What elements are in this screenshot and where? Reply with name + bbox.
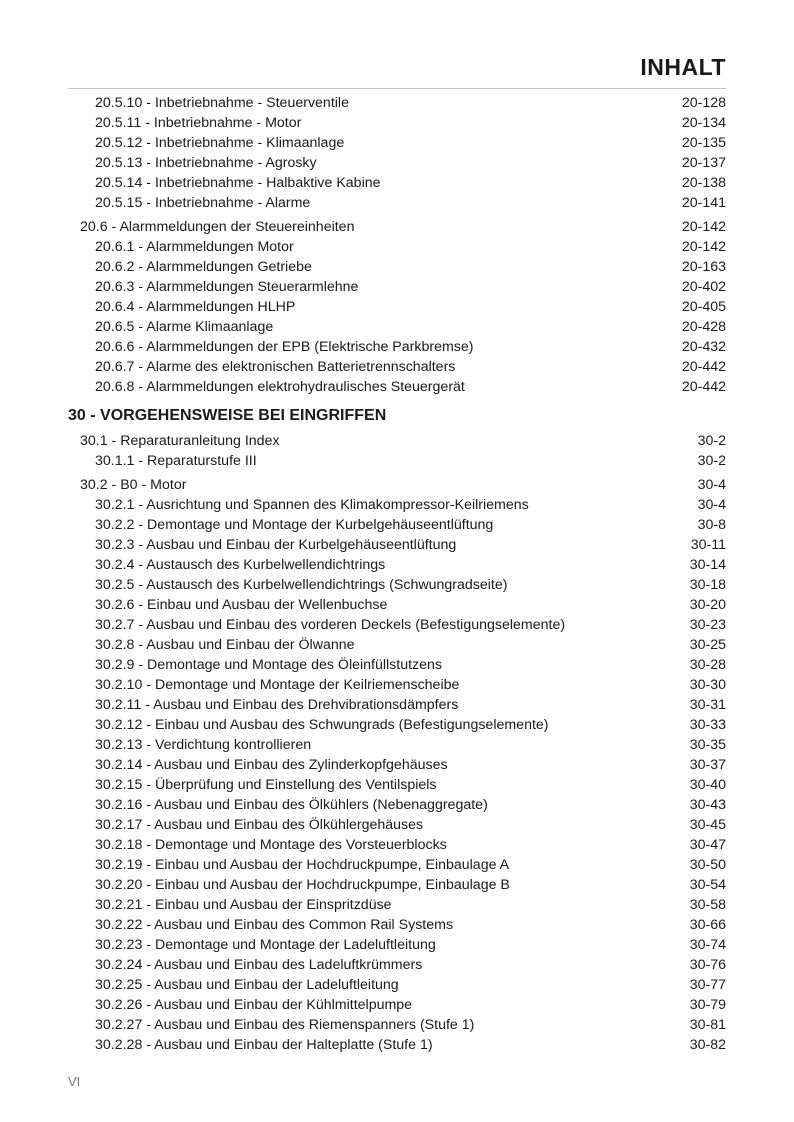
toc-entry-title: 30.2.14 - Ausbau und Einbau des Zylinderkopfgehäuses [95, 757, 448, 773]
toc-entry-title: 30.2.2 - Demontage und Montage der Kurbelgehäuseentlüftung [95, 517, 494, 533]
toc-entry-page: 20-428 [681, 319, 726, 335]
toc-entry [68, 431, 726, 451]
toc-entry-title: 20.6.4 - Alarmmeldungen HLHP [95, 299, 296, 315]
toc-entry-title: 30 - VORGEHENSWEISE BEI EINGRIFFEN [68, 407, 387, 424]
toc-entry [68, 277, 726, 297]
toc-entry-title: 30.2 - B0 - Motor [80, 477, 187, 493]
toc-entry-title: 20.5.15 - Inbetriebnahme - Alarme [95, 195, 311, 211]
toc-entry [68, 975, 726, 995]
toc-entry-title: 20.6.7 - Alarme des elektronischen Batterietrennschalters [95, 359, 456, 375]
toc-entry-title: 30.2.24 - Ausbau und Einbau des Ladeluftkrümmers [95, 957, 423, 973]
toc-entry [68, 915, 726, 935]
toc-entry [68, 495, 726, 515]
toc-entry-page: 20-141 [681, 195, 726, 211]
table-of-contents [68, 93, 726, 1055]
toc-entry-page: 20-134 [681, 115, 726, 131]
toc-entry-page: 20-138 [681, 175, 726, 191]
toc-entry [68, 835, 726, 855]
toc-entry-title: 30.2.19 - Einbau und Ausbau der Hochdruckpumpe, Einbaulage A [95, 857, 510, 873]
toc-entry-page: 30-30 [689, 677, 726, 693]
toc-entry-title: 30.2.4 - Austausch des Kurbelwellendichtrings [95, 557, 386, 573]
toc-entry-title: 30.2.1 - Ausrichtung und Spannen des Klimakompressor-Keilriemens [95, 497, 529, 513]
toc-entry-page: 30-23 [689, 617, 726, 633]
toc-entry-title: 30.2.6 - Einbau und Ausbau der Wellenbuchse [95, 597, 388, 613]
toc-entry-title: 20.6.5 - Alarme Klimaanlage [95, 319, 274, 335]
toc-entry [68, 451, 726, 471]
toc-entry-page: 20-402 [681, 279, 726, 295]
toc-entry [68, 193, 726, 213]
toc-entry-title: 30.2.8 - Ausbau und Einbau der Ölwanne [95, 637, 355, 653]
toc-entry-title: 30.2.5 - Austausch des Kurbelwellendichtrings (Schwungradseite) [95, 577, 508, 593]
toc-entry-title: 20.5.13 - Inbetriebnahme - Agrosky [95, 155, 317, 171]
toc-entry [68, 1035, 726, 1055]
toc-entry-page: 30-11 [690, 537, 726, 553]
toc-entry [68, 815, 726, 835]
toc-entry-page: 30-35 [689, 737, 726, 753]
toc-entry-page: 30-37 [689, 757, 726, 773]
toc-entry-page: 20-432 [681, 339, 726, 355]
toc-entry-page: 30-2 [697, 453, 726, 469]
toc-entry-page: 30-82 [689, 1037, 726, 1053]
toc-entry-page: 20-142 [681, 239, 726, 255]
toc-entry-title: 20.6 - Alarmmeldungen der Steuereinheiten [80, 219, 355, 235]
toc-entry-page: 30-58 [689, 897, 726, 913]
toc-entry-title: 30.2.21 - Einbau und Ausbau der Einspritzdüse [95, 897, 392, 913]
toc-entry-page: 20-163 [681, 259, 726, 275]
toc-entry [68, 675, 726, 695]
toc-entry-page: 30-76 [689, 957, 726, 973]
toc-entry-page: 30-25 [689, 637, 726, 653]
toc-entry-page: 30-31 [689, 697, 726, 713]
toc-entry [68, 93, 726, 113]
page-number: VI [68, 1074, 81, 1089]
toc-entry-title: 30.2.3 - Ausbau und Einbau der Kurbelgehäuseentlüftung [95, 537, 457, 553]
toc-entry-page: 30-77 [689, 977, 726, 993]
toc-entry-title: 30.1 - Reparaturanleitung Index [80, 433, 280, 449]
toc-entry-page: 30-45 [689, 817, 726, 833]
toc-entry [68, 297, 726, 317]
toc-entry [68, 595, 726, 615]
toc-entry [68, 955, 726, 975]
toc-entry [68, 715, 726, 735]
toc-entry [68, 555, 726, 575]
toc-entry-page: 20-128 [681, 95, 726, 111]
toc-entry-title: 20.6.8 - Alarmmeldungen elektrohydraulisches Steuergerät [95, 379, 465, 395]
toc-section-heading [68, 403, 726, 429]
toc-entry [68, 695, 726, 715]
toc-entry-page: 30-2 [697, 433, 726, 449]
toc-entry-page: 30-54 [689, 877, 726, 893]
toc-entry [68, 855, 726, 875]
toc-entry-page: 30-4 [697, 477, 726, 493]
toc-entry-page: 20-142 [681, 219, 726, 235]
toc-entry [68, 217, 726, 237]
toc-entry [68, 1015, 726, 1035]
toc-entry [68, 875, 726, 895]
toc-entry-page: 30-47 [689, 837, 726, 853]
toc-entry [68, 935, 726, 955]
toc-entry-page: 30-43 [689, 797, 726, 813]
toc-entry-title: 30.2.18 - Demontage und Montage des Vorsteuerblocks [95, 837, 447, 853]
toc-entry-title: 30.2.16 - Ausbau und Einbau des Ölkühlers (Nebenaggregate) [95, 797, 488, 813]
toc-entry [68, 317, 726, 337]
toc-entry-title: 30.2.23 - Demontage und Montage der Ladeluftleitung [95, 937, 436, 953]
toc-entry-title: 30.2.20 - Einbau und Ausbau der Hochdruckpumpe, Einbaulage B [95, 877, 510, 893]
toc-entry [68, 895, 726, 915]
toc-entry [68, 795, 726, 815]
toc-entry-page: 30-66 [689, 917, 726, 933]
toc-entry [68, 635, 726, 655]
toc-entry-page: 20-137 [681, 155, 726, 171]
toc-entry [68, 535, 726, 555]
toc-entry-title: 30.2.22 - Ausbau und Einbau des Common Rail Systems [95, 917, 454, 933]
toc-entry-page: 30-74 [689, 937, 726, 953]
toc-entry-title: 30.2.26 - Ausbau und Einbau der Kühlmittelpumpe [95, 997, 413, 1013]
toc-entry-title: 30.2.10 - Demontage und Montage der Keilriemenscheibe [95, 677, 460, 693]
toc-entry [68, 735, 726, 755]
toc-entry-title: 20.5.11 - Inbetriebnahme - Motor [95, 115, 302, 131]
toc-entry [68, 257, 726, 277]
toc-entry-page: 20-135 [681, 135, 726, 151]
toc-entry-title: 20.6.3 - Alarmmeldungen Steuerarmlehne [95, 279, 359, 295]
toc-entry [68, 655, 726, 675]
toc-entry-page: 30-28 [689, 657, 726, 673]
toc-entry-title: 20.6.1 - Alarmmeldungen Motor [95, 239, 294, 255]
toc-entry [68, 237, 726, 257]
toc-entry-title: 30.2.28 - Ausbau und Einbau der Halteplatte (Stufe 1) [95, 1037, 433, 1053]
toc-entry [68, 337, 726, 357]
toc-entry-title: 30.2.27 - Ausbau und Einbau des Riemenspanners (Stufe 1) [95, 1017, 475, 1033]
toc-entry [68, 173, 726, 193]
toc-entry [68, 995, 726, 1015]
toc-entry [68, 357, 726, 377]
toc-entry-title: 20.5.14 - Inbetriebnahme - Halbaktive Kabine [95, 175, 381, 191]
toc-entry-title: 20.6.6 - Alarmmeldungen der EPB (Elektrische Parkbremse) [95, 339, 474, 355]
toc-entry-page: 30-4 [697, 497, 726, 513]
toc-entry-page: 20-405 [681, 299, 726, 315]
toc-entry-page: 20-442 [681, 359, 726, 375]
toc-entry-page: 20-442 [681, 379, 726, 395]
toc-entry-title: 30.2.25 - Ausbau und Einbau der Ladeluftleitung [95, 977, 399, 993]
toc-entry-page: 30-79 [689, 997, 726, 1013]
toc-entry-title: 30.2.15 - Überprüfung und Einstellung des Ventilspiels [95, 777, 437, 793]
toc-entry-page: 30-40 [689, 777, 726, 793]
header-divider [68, 88, 726, 89]
toc-entry-title: 20.5.10 - Inbetriebnahme - Steuerventile [95, 95, 349, 111]
toc-entry-title: 30.2.7 - Ausbau und Einbau des vorderen Deckels (Befestigungselemente) [95, 617, 566, 633]
toc-entry [68, 575, 726, 595]
toc-entry [68, 755, 726, 775]
toc-entry [68, 475, 726, 495]
toc-entry [68, 153, 726, 173]
toc-entry-page: 30-81 [689, 1017, 726, 1033]
toc-entry [68, 615, 726, 635]
toc-entry-page: 30-33 [689, 717, 726, 733]
toc-entry [68, 377, 726, 397]
toc-entry-page: 30-8 [697, 517, 726, 533]
toc-entry-title: 20.6.2 - Alarmmeldungen Getriebe [95, 259, 312, 275]
toc-entry-page: 30-14 [689, 557, 726, 573]
toc-entry [68, 133, 726, 153]
toc-entry-title: 30.2.12 - Einbau und Ausbau des Schwungrads (Befestigungselemente) [95, 717, 549, 733]
toc-entry-title: 30.2.9 - Demontage und Montage des Öleinfüllstutzens [95, 657, 443, 673]
toc-entry-title: 30.2.17 - Ausbau und Einbau des Ölkühlergehäuses [95, 817, 424, 833]
toc-entry-title: 30.1.1 - Reparaturstufe III [95, 453, 257, 469]
toc-entry-title: 30.2.11 - Ausbau und Einbau des Drehvibrationsdämpfers [95, 697, 459, 713]
toc-entry-title: 30.2.13 - Verdichtung kontrollieren [95, 737, 312, 753]
toc-entry [68, 775, 726, 795]
toc-entry-title: 20.5.12 - Inbetriebnahme - Klimaanlage [95, 135, 345, 151]
toc-entry-page: 30-50 [689, 857, 726, 873]
toc-entry-page: 30-18 [689, 577, 726, 593]
toc-entry [68, 113, 726, 133]
toc-entry [68, 515, 726, 535]
page-title: INHALT [640, 54, 726, 80]
toc-entry-page: 30-20 [689, 597, 726, 613]
